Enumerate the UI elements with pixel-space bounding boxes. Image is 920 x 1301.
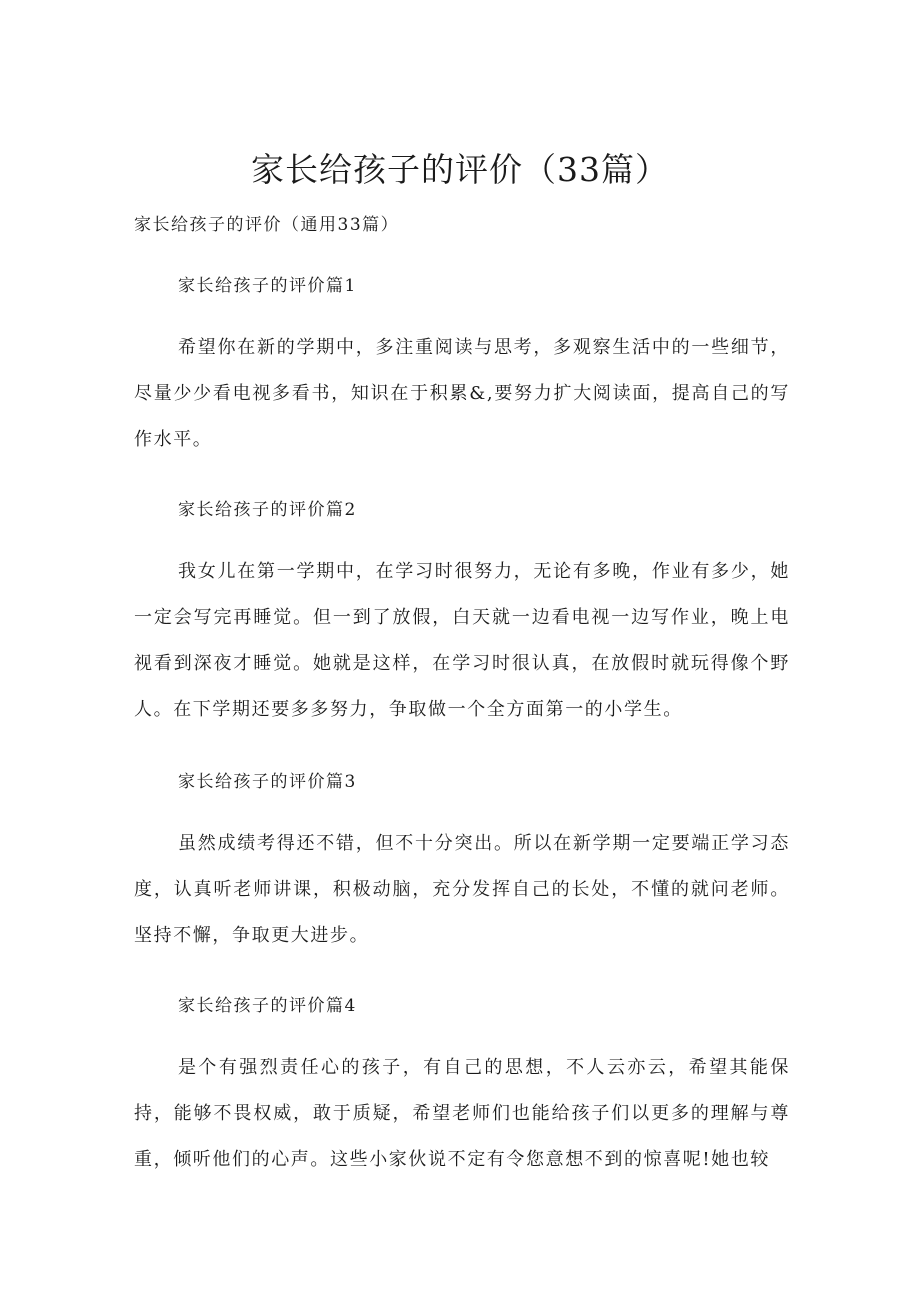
section-heading-1: 家长给孩子的评价篇1 bbox=[178, 276, 357, 296]
document-title: 家长给孩子的评价（33篇） bbox=[251, 150, 669, 189]
section-paragraph-3: 虽然成绩考得还不错，但不十分突出。所以在新学期一定要端正学习态度，认真听老师讲课，积极动脑，充分发挥自己的长处，不懂的就问老师。坚持不懈，争取更大进步。 bbox=[134, 833, 790, 946]
section-heading-4: 家长给孩子的评价篇4 bbox=[178, 996, 357, 1016]
section-paragraph-1: 希望你在新的学期中，多注重阅读与思考，多观察生活中的一些细节，尽量少少看电视多看书，知识在于积累&,要努力扩大阅读面，提高自己的写作水平。 bbox=[134, 337, 790, 450]
section-heading-3: 家长给孩子的评价篇3 bbox=[178, 772, 357, 792]
section-heading-2: 家长给孩子的评价篇2 bbox=[178, 500, 357, 520]
section-paragraph-2: 我女儿在第一学期中，在学习时很努力，无论有多晚，作业有多少，她一定会写完再睡觉。但一到了放假，白天就一边看电视一边写作业，晚上电视看到深夜才睡觉。她就是这样，在学习时很认真，在放假时就玩得像个野人。在下学期还要多多努力，争取做一个全方面第一的小学生。 bbox=[134, 561, 790, 720]
document-subtitle: 家长给孩子的评价（通用33篇） bbox=[134, 215, 400, 235]
section-paragraph-4: 是个有强烈责任心的孩子，有自己的思想，不人云亦云，希望其能保持，能够不畏权威，敢于质疑，希望老师们也能给孩子们以更多的理解与尊重，倾听他们的心声。这些小家伙说不定有令您意想不到的惊喜呢!她也较 bbox=[134, 1057, 790, 1170]
